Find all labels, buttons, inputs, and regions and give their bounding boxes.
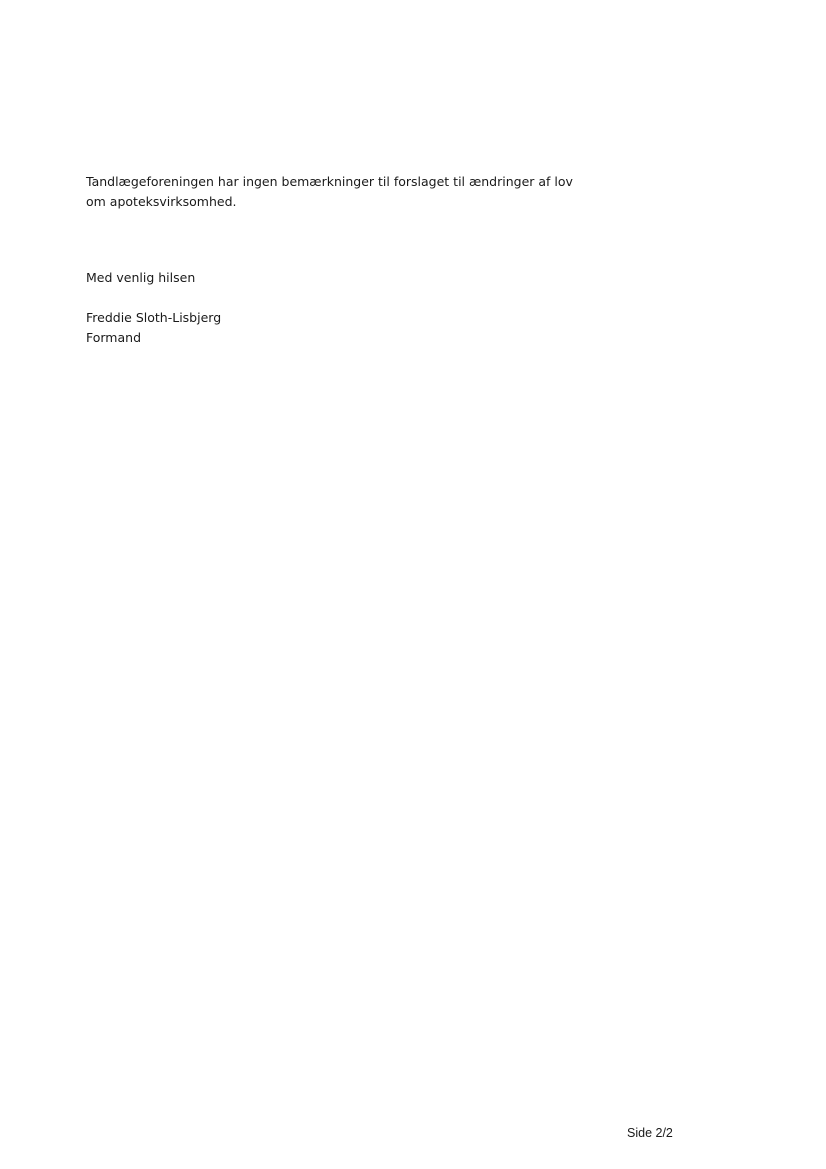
signatory-title: Formand: [86, 330, 142, 345]
signatory-name: Freddie Sloth-Lisbjerg: [86, 310, 222, 325]
signature-block: [86, 308, 221, 348]
letter-closing: Med venlig hilsen: [86, 270, 196, 285]
letter-body: [86, 172, 606, 212]
letter-body-line: Tandlægeforeningen har ingen bemærkninger til forslaget til ændringer af lov: [86, 174, 573, 189]
page-number: Side 2/2: [627, 1126, 673, 1140]
letter-body-line: om apoteksvirksomhed.: [86, 194, 237, 209]
